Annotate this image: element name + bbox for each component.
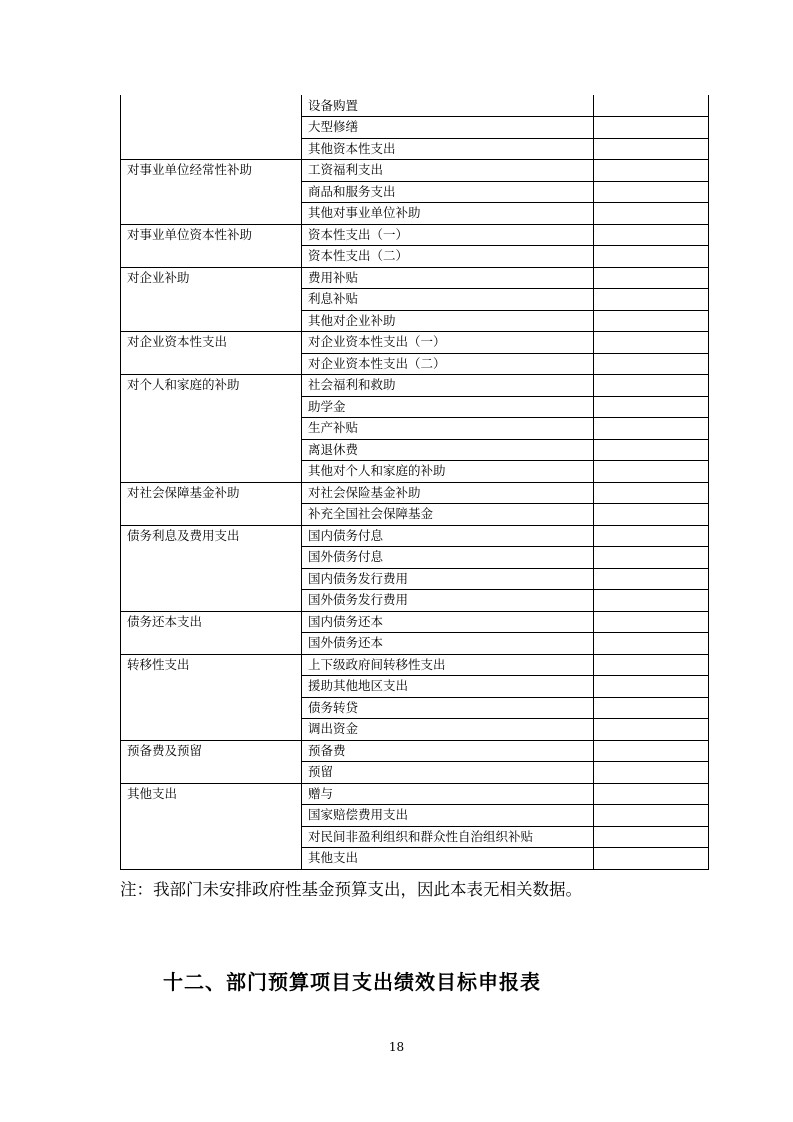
item-cell: 利息补贴 xyxy=(302,289,594,311)
category-cell: 对企业资本性支出 xyxy=(121,332,302,375)
value-cell xyxy=(594,439,709,461)
value-cell xyxy=(594,246,709,268)
item-cell: 国家赔偿费用支出 xyxy=(302,805,594,827)
value-cell xyxy=(594,568,709,590)
value-cell xyxy=(594,504,709,526)
item-cell: 其他对企业补助 xyxy=(302,310,594,332)
item-cell: 对企业资本性支出（二） xyxy=(302,353,594,375)
item-cell: 国内债务付息 xyxy=(302,525,594,547)
item-cell: 其他对个人和家庭的补助 xyxy=(302,461,594,483)
item-cell: 国外债务付息 xyxy=(302,547,594,569)
item-cell: 对企业资本性支出（一） xyxy=(302,332,594,354)
value-cell xyxy=(594,224,709,246)
value-cell xyxy=(594,740,709,762)
item-cell: 国外债务发行费用 xyxy=(302,590,594,612)
item-cell: 生产补贴 xyxy=(302,418,594,440)
category-cell: 对个人和家庭的补助 xyxy=(121,375,302,483)
item-cell: 债务转贷 xyxy=(302,697,594,719)
value-cell xyxy=(594,590,709,612)
value-cell xyxy=(594,805,709,827)
value-cell xyxy=(594,289,709,311)
value-cell xyxy=(594,418,709,440)
category-cell: 转移性支出 xyxy=(121,654,302,740)
table-row xyxy=(121,267,709,289)
value-cell xyxy=(594,783,709,805)
value-cell xyxy=(594,848,709,870)
item-cell: 其他对事业单位补助 xyxy=(302,203,594,225)
value-cell xyxy=(594,826,709,848)
category-cell: 预备费及预留 xyxy=(121,740,302,783)
item-cell: 国内债务发行费用 xyxy=(302,568,594,590)
value-cell xyxy=(594,396,709,418)
value-cell xyxy=(594,762,709,784)
item-cell: 设备购置 xyxy=(302,95,594,117)
table-row xyxy=(121,783,709,805)
page-number: 18 xyxy=(388,1040,405,1054)
value-cell xyxy=(594,633,709,655)
table-row xyxy=(121,332,709,354)
table-row xyxy=(121,224,709,246)
item-cell: 国外债务还本 xyxy=(302,633,594,655)
table-row xyxy=(121,611,709,633)
table-row xyxy=(121,160,709,182)
category-cell: 对事业单位经常性补助 xyxy=(121,160,302,225)
value-cell xyxy=(594,676,709,698)
item-cell: 上下级政府间转移性支出 xyxy=(302,654,594,676)
value-cell xyxy=(594,138,709,160)
table-row xyxy=(121,375,709,397)
value-cell xyxy=(594,353,709,375)
section-title: 十二、部门预算项目支出绩效目标申报表 xyxy=(163,970,541,994)
category-cell: 其他支出 xyxy=(121,783,302,869)
item-cell: 助学金 xyxy=(302,396,594,418)
value-cell xyxy=(594,482,709,504)
value-cell xyxy=(594,654,709,676)
item-cell: 援助其他地区支出 xyxy=(302,676,594,698)
value-cell xyxy=(594,697,709,719)
item-cell: 费用补贴 xyxy=(302,267,594,289)
item-cell: 其他资本性支出 xyxy=(302,138,594,160)
item-cell: 对民间非盈利组织和群众性自治组织补贴 xyxy=(302,826,594,848)
table-row xyxy=(121,525,709,547)
category-cell: 对企业补助 xyxy=(121,267,302,332)
item-cell: 调出资金 xyxy=(302,719,594,741)
category-cell: 对社会保障基金补助 xyxy=(121,482,302,525)
value-cell xyxy=(594,310,709,332)
value-cell xyxy=(594,461,709,483)
item-cell: 社会福利和救助 xyxy=(302,375,594,397)
value-cell xyxy=(594,267,709,289)
item-cell: 商品和服务支出 xyxy=(302,181,594,203)
value-cell xyxy=(594,375,709,397)
category-cell xyxy=(121,95,302,160)
item-cell: 赠与 xyxy=(302,783,594,805)
item-cell: 补充全国社会保障基金 xyxy=(302,504,594,526)
value-cell xyxy=(594,203,709,225)
value-cell xyxy=(594,547,709,569)
value-cell xyxy=(594,181,709,203)
item-cell: 其他支出 xyxy=(302,848,594,870)
item-cell: 工资福利支出 xyxy=(302,160,594,182)
value-cell xyxy=(594,95,709,117)
table-row xyxy=(121,740,709,762)
value-cell xyxy=(594,611,709,633)
budget-expenditure-table xyxy=(120,95,709,870)
item-cell: 国内债务还本 xyxy=(302,611,594,633)
category-cell: 债务利息及费用支出 xyxy=(121,525,302,611)
item-cell: 资本性支出（二） xyxy=(302,246,594,268)
item-cell: 预留 xyxy=(302,762,594,784)
item-cell: 预备费 xyxy=(302,740,594,762)
table-row xyxy=(121,95,709,117)
value-cell xyxy=(594,160,709,182)
table-row xyxy=(121,654,709,676)
item-cell: 离退休费 xyxy=(302,439,594,461)
category-cell: 对事业单位资本性补助 xyxy=(121,224,302,267)
item-cell: 资本性支出（一） xyxy=(302,224,594,246)
table-row xyxy=(121,482,709,504)
table-note: 注：我部门未安排政府性基金预算支出，因此本表无相关数据。 xyxy=(120,880,582,899)
value-cell xyxy=(594,332,709,354)
category-cell: 债务还本支出 xyxy=(121,611,302,654)
table-body xyxy=(121,95,709,869)
item-cell: 大型修缮 xyxy=(302,117,594,139)
value-cell xyxy=(594,525,709,547)
value-cell xyxy=(594,117,709,139)
item-cell: 对社会保险基金补助 xyxy=(302,482,594,504)
value-cell xyxy=(594,719,709,741)
